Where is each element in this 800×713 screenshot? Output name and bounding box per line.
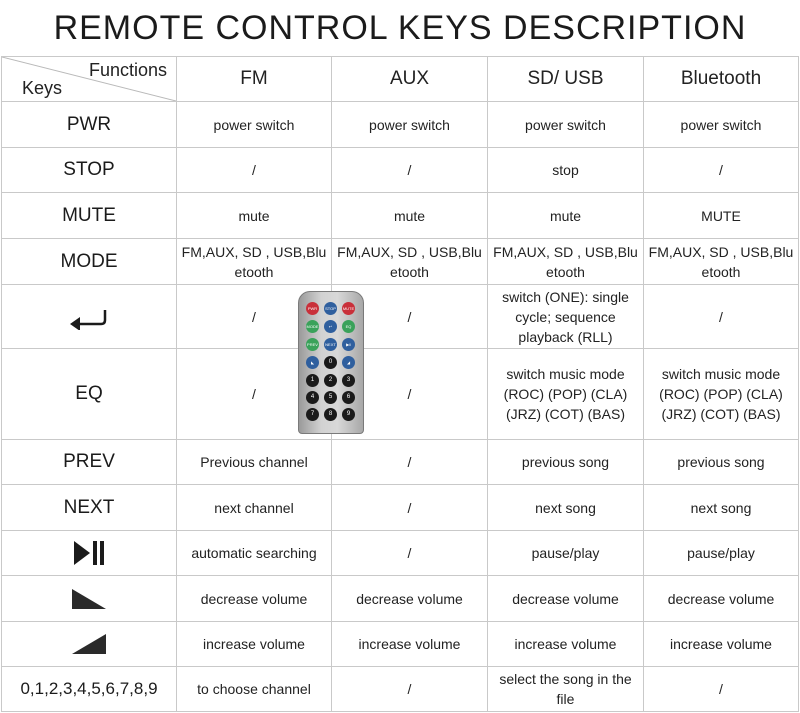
table-row: [2, 622, 799, 667]
table-cell: select the song in the file: [488, 667, 644, 712]
key-label: 0,1,2,3,4,5,6,7,8,9: [2, 667, 177, 712]
table-row: [2, 148, 799, 193]
remote-digit-button: 9: [342, 408, 355, 421]
key-icon-cell: [2, 531, 177, 576]
key-label: PREV: [2, 440, 177, 485]
table-cell: /: [177, 349, 332, 440]
table-cell: decrease volume: [332, 576, 488, 622]
table-cell: FM,AUX, SD , USB,Blu etooth: [644, 239, 799, 285]
key-icon-cell: [2, 285, 177, 349]
remote-pwr-button: PWR: [306, 302, 319, 315]
column-header-fm: FM: [177, 57, 332, 102]
table-cell: power switch: [488, 102, 644, 148]
remote-zero-button: 0: [324, 356, 337, 369]
table-row: [2, 667, 799, 712]
table-cell: /: [332, 440, 488, 485]
remote-digit-button: 8: [324, 408, 337, 421]
table-cell: next song: [488, 485, 644, 531]
repeat-return-icon: [68, 304, 110, 330]
table-cell: previous song: [644, 440, 799, 485]
remote-digit-button: 7: [306, 408, 319, 421]
table-row: [2, 193, 799, 239]
table-row: [2, 285, 799, 349]
table-cell: to choose channel: [177, 667, 332, 712]
table-cell: /: [644, 285, 799, 349]
remote-mode-button: MODE: [306, 320, 319, 333]
table-cell: previous song: [488, 440, 644, 485]
table-cell: /: [332, 531, 488, 576]
table-cell: MUTE: [644, 193, 799, 239]
table-cell: increase volume: [488, 622, 644, 667]
remote-next-button: NEXT: [324, 338, 337, 351]
header-row: [2, 57, 799, 102]
corner-keys-label: Keys: [22, 78, 63, 98]
key-icon-cell: [2, 576, 177, 622]
remote-volume-up-button: ◢: [342, 356, 355, 369]
table-cell: increase volume: [177, 622, 332, 667]
table-cell: decrease volume: [488, 576, 644, 622]
remote-digit-button: 6: [342, 391, 355, 404]
table-cell: switch music mode (ROC) (POP) (CLA) (JRZ) (COT) (BAS): [644, 349, 799, 440]
key-label: PWR: [2, 102, 177, 148]
column-header-sd-usb: SD/ USB: [488, 57, 644, 102]
table-row: [2, 102, 799, 148]
table-cell: /: [332, 485, 488, 531]
key-label: EQ: [2, 349, 177, 440]
table-cell: increase volume: [332, 622, 488, 667]
table-cell: switch music mode (ROC) (POP) (CLA) (JRZ) (COT) (BAS): [488, 349, 644, 440]
column-header-aux: AUX: [332, 57, 488, 102]
table-cell: /: [644, 667, 799, 712]
table-cell: increase volume: [644, 622, 799, 667]
table-cell: pause/play: [488, 531, 644, 576]
corner-functions-label: Functions: [88, 60, 167, 80]
table-cell: mute: [488, 193, 644, 239]
column-header-bluetooth: Bluetooth: [644, 57, 799, 102]
table-row: [2, 239, 799, 285]
remote-control-image: [298, 291, 364, 434]
volume-up-icon: [70, 632, 108, 656]
table-cell: mute: [332, 193, 488, 239]
table-cell: /: [177, 148, 332, 193]
table-cell: /: [644, 148, 799, 193]
table-cell: power switch: [644, 102, 799, 148]
remote-repeat-button: ↩: [324, 320, 337, 333]
remote-digit-button: 2: [324, 374, 337, 387]
remote-digit-button: 5: [324, 391, 337, 404]
key-icon-cell: [2, 622, 177, 667]
table-cell: FM,AUX, SD , USB,Blu etooth: [177, 239, 332, 285]
table-cell: next channel: [177, 485, 332, 531]
table-cell: /: [332, 285, 488, 349]
table-cell: /: [177, 285, 332, 349]
keys-table: [1, 56, 799, 712]
key-label: MODE: [2, 239, 177, 285]
table-row: [2, 485, 799, 531]
table-cell: stop: [488, 148, 644, 193]
table-cell: Previous channel: [177, 440, 332, 485]
table-cell: FM,AUX, SD , USB,Blu etooth: [332, 239, 488, 285]
volume-down-icon: [70, 587, 108, 611]
table-cell: pause/play: [644, 531, 799, 576]
table-cell: mute: [177, 193, 332, 239]
table-cell: /: [332, 148, 488, 193]
key-label: NEXT: [2, 485, 177, 531]
key-label: MUTE: [2, 193, 177, 239]
table-cell: decrease volume: [644, 576, 799, 622]
page-title: REMOTE CONTROL KEYS DESCRIPTION: [53, 8, 747, 47]
remote-prev-button: PREV: [306, 338, 319, 351]
key-label: STOP: [2, 148, 177, 193]
table-cell: power switch: [177, 102, 332, 148]
table-row: [2, 576, 799, 622]
remote-volume-down-button: ◣: [306, 356, 319, 369]
header-corner-cell: [2, 57, 177, 102]
remote-digit-button: 1: [306, 374, 319, 387]
remote-eq-button: EQ: [342, 320, 355, 333]
table-row: [2, 440, 799, 485]
remote-mute-button: MUTE: [342, 302, 355, 315]
remote-digit-button: 3: [342, 374, 355, 387]
table-cell: next song: [644, 485, 799, 531]
table-cell: /: [332, 667, 488, 712]
table-cell: power switch: [332, 102, 488, 148]
table-row: [2, 349, 799, 440]
table-cell: switch (ONE): single cycle; sequence playback (RLL): [488, 285, 644, 349]
remote-digit-button: 4: [306, 391, 319, 404]
remote-stop-button: STOP: [324, 302, 337, 315]
remote-play-pause-button: ▶‖: [342, 338, 355, 351]
table-cell: decrease volume: [177, 576, 332, 622]
table-cell: /: [332, 349, 488, 440]
table-row: [2, 531, 799, 576]
table-cell: FM,AUX, SD , USB,Blu etooth: [488, 239, 644, 285]
play-pause-icon: [72, 539, 106, 567]
table-cell: automatic searching: [177, 531, 332, 576]
